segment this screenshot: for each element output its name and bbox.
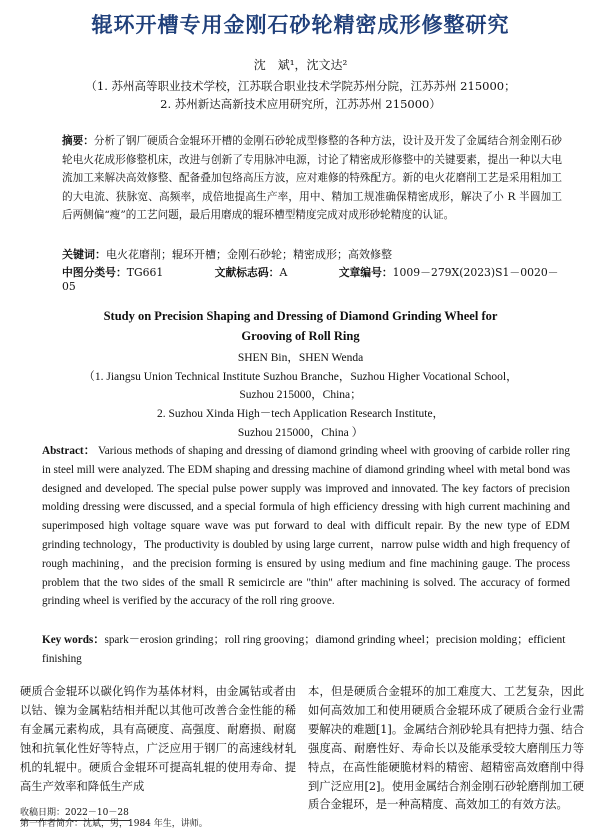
- abstract-cn-label: 摘要：: [62, 135, 94, 147]
- affiliation-en-4: Suzhou 215000，China ）: [237, 427, 364, 439]
- footnote-author: 第一作者简介：沈斌，男，1984 年生，讲师。: [20, 819, 208, 829]
- keywords-cn-label: 关键词：: [62, 248, 106, 261]
- clc-number: 中图分类号：TG661: [62, 266, 164, 279]
- authors-cn: 沈 斌¹，沈文达²: [253, 58, 348, 72]
- keywords-en-label: Key words：: [42, 634, 105, 646]
- keywords-cn-text: 电火花磨削；辊环开槽；金刚石砂轮；精密成形；高效修整: [106, 248, 392, 261]
- affiliation-cn-2: 2. 苏州新达高新技术应用研究所，江苏苏州 215000）: [160, 97, 441, 111]
- paper-title-en-2: Grooving of Roll Ring: [241, 329, 360, 343]
- keywords-cn: [62, 246, 392, 262]
- affiliation-cn-1: （1. 苏州高等职业技术学校，江苏联合职业技术学院苏州分院，江苏苏州 215000；: [85, 79, 516, 93]
- affiliation-en-2: Suzhou 215000，China；: [239, 389, 362, 401]
- affiliation-en-3: 2. Suzhou Xinda High－tech Application Research Institute，: [156, 408, 445, 420]
- classification-row: [62, 265, 562, 293]
- abstract-en-label: Abstract：: [42, 445, 96, 457]
- affiliation-en-1: （1. Jiangsu Union Technical Institute Suzhou Branche，Suzhou Higher Vocational School，: [83, 371, 518, 383]
- body-column-left: 硬质合金辊环以碳化钨作为基体材料，由金属钴或者由以钴、镍为金属粘结相并配以其他可改善合金性能的稀有金属元素构成，具有高硬度、高强度、耐磨损、耐腐蚀和抗氧化性好等特点，广泛应用于钢厂的高速线材轧机的轧辊中。硬质合金辊环可提高轧辊的使用寿命、提高生产效率和降低生产成: [20, 685, 296, 793]
- abstract-en-text: Various methods of shaping and dressing of diamond grinding wheel with grooving of carbide roller ring in steel mill were analyzed. The EDM shaping and dressing machine of diamond grinding wheel with metal bond was designed and developed. The special pulse power supply was improved and innovated. The key factors of precision molding dressing were discussed, and a special formula of high efficiency dressing with high current machining and superimposed high voltage square wave was put forward to deal with difficult repair. By the new type of EDM grinding technology，The productivity is doubled by using large current，narrow pulse width and high frequency of rough machining，and the precision forming is ensured by using medium and fine machining gauge. The process problem that the two sides of the small R semicircle are "thin" after machining is solved. The accuracy of formed grinding wheel is verified by the accuracy of the roll ring groove.: [42, 445, 570, 608]
- paper-title-cn: 辊环开槽专用金刚石砂轮精密成形修整研究: [91, 13, 510, 37]
- abstract-en: [42, 442, 570, 611]
- authors-en: SHEN Bin，SHEN Wenda: [237, 352, 364, 364]
- article-number: 文章编号：1009－279X(2023)S1－0020－05: [62, 266, 559, 293]
- footnote-received: 收稿日期：2022－10－28: [20, 808, 129, 818]
- body-column-right: 本，但是硬质合金辊环的加工难度大、工艺复杂，因此如何高效加工和使用硬质合金辊环成了硬质合金行业需要解决的难题[1]。金属结合剂砂轮具有把持力强、结合强度高、耐磨性好、寿命长以及能承受较大磨削压力等特点，在高性能硬脆材料的精密、超精密高效磨削中得到广泛应用[2]。使用金属结合剂金刚石砂轮磨削加工硬质合金辊环，是一种高精度、高效加工的有效方法。: [308, 685, 584, 812]
- document-code: 文献标志码：A: [214, 266, 288, 279]
- paper-title-en-1: Study on Precision Shaping and Dressing of Diamond Grinding Wheel for: [103, 309, 498, 323]
- abstract-cn-text: 分析了钢厂硬质合金辊环开槽的金刚石砂轮成型修整的各种方法，设计及开发了金属结合剂金刚石砂轮电火花成形修整机床，改进与创新了专用脉冲电源，讨论了精密成形修整中的关键要素，提出一种以大电流加工来解决高效修整、配备叠加包络高压方波，应对难修的特殊配方。新的电火花磨削工艺是采用粗加工的大电流、狭脉宽、高频率，成倍地提高生产率，用中、精加工规准确保精密成形，解决了小 R 半圆加工后两侧偏“瘦”的工艺问题，最后用磨成的辊环槽型精度完成对成形砂轮精度的认证。: [62, 135, 563, 222]
- keywords-en: [42, 631, 570, 669]
- abstract-cn: [62, 132, 562, 225]
- keywords-en-text: spark－erosion grinding；roll ring grooving；diamond grinding wheel；precision molding；efficient finishing: [42, 634, 566, 665]
